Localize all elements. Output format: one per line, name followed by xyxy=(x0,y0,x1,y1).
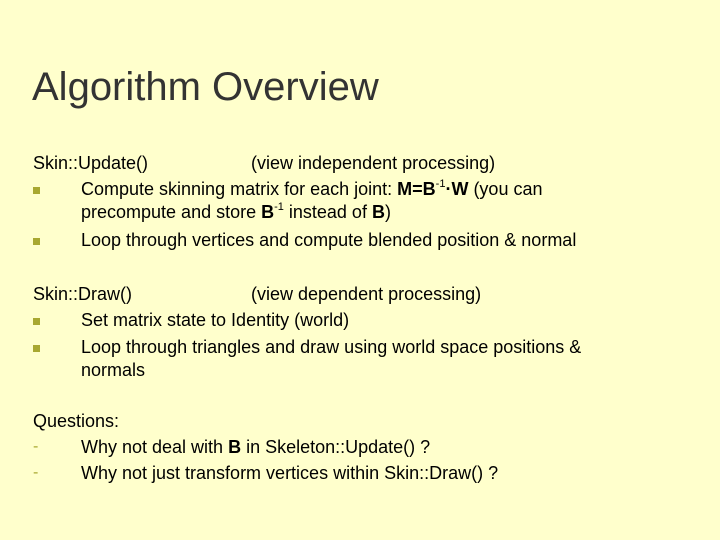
bullet-text: Compute skinning matrix for each joint: $M=B^{-1}\cdot W$ (you can xyxy=(81,178,543,199)
square-bullet-icon xyxy=(33,187,40,194)
bullet-text: Set matrix state to Identity (world) xyxy=(81,310,350,330)
question-item xyxy=(33,436,693,458)
bullet-text: Loop through triangles and draw using world space positions & xyxy=(81,337,582,357)
bullet-text: Loop through vertices and compute blended position & normal xyxy=(81,230,577,250)
skin-update-note: (view independent processing) xyxy=(251,153,496,173)
bullet-item xyxy=(33,229,693,251)
bullet-text-continuation: precompute and store $B^{-1}$ instead of B) xyxy=(81,201,391,222)
dash-bullet-icon: - xyxy=(33,438,39,455)
square-bullet-icon xyxy=(33,318,40,325)
question-item xyxy=(33,462,693,484)
bullet-item xyxy=(33,178,693,200)
slide-title: Algorithm Overview xyxy=(32,65,379,109)
question-text: Why not deal with B in Skeleton::Update() ? xyxy=(81,437,431,457)
bullet-text-continuation: normals xyxy=(81,360,146,380)
skin-update-heading: Skin::Update() xyxy=(33,153,149,173)
square-bullet-icon xyxy=(33,238,40,245)
skin-draw-note: (view dependent processing) xyxy=(251,284,482,304)
bullet-item xyxy=(33,309,693,331)
skin-draw-heading: Skin::Draw() xyxy=(33,284,133,304)
dash-bullet-icon: - xyxy=(33,464,39,481)
questions-heading: Questions: xyxy=(33,411,120,431)
square-bullet-icon xyxy=(33,345,40,352)
question-text: Why not just transform vertices within Skin::Draw() ? xyxy=(81,463,499,483)
bullet-item xyxy=(33,336,693,358)
